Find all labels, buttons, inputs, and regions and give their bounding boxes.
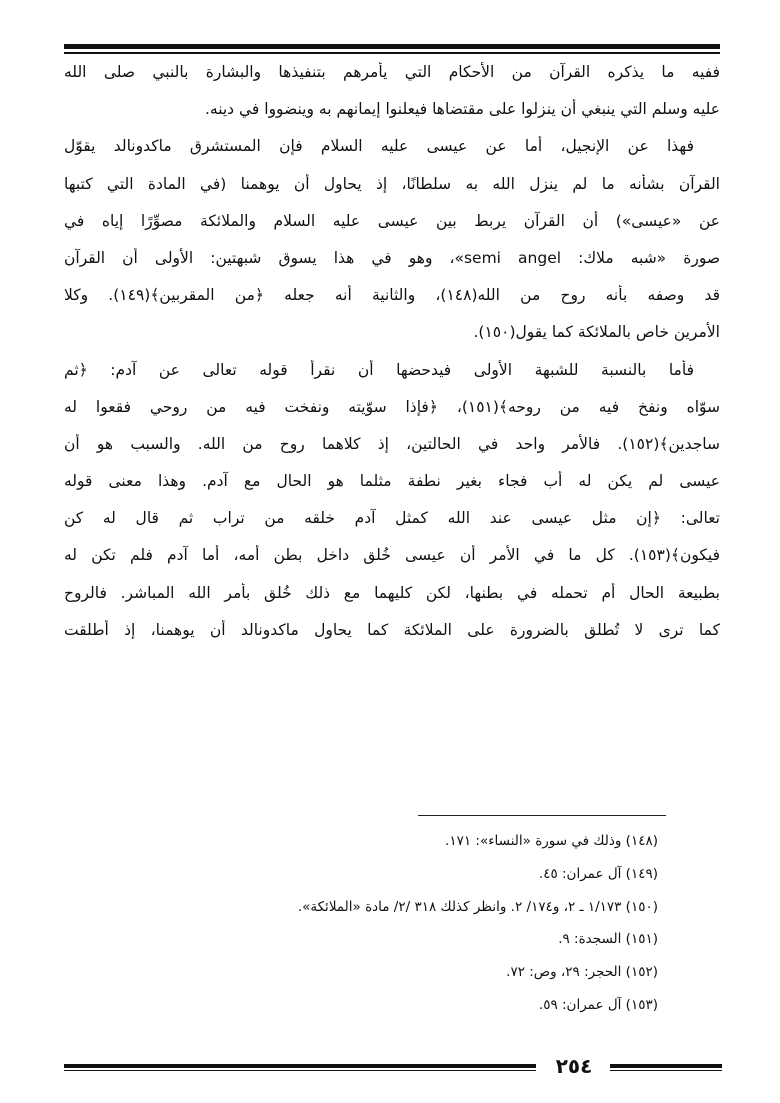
footnote: (١٥٢) الحجر: ٢٩، وص: ٧٢.	[506, 964, 658, 981]
footnote: (١٤٩) آل عمران: ٤٥.	[538, 865, 658, 882]
top-rule-thick	[64, 44, 720, 49]
footnote: (١٥١) السجدة: ٩.	[558, 931, 658, 948]
text-line: كما ترى لا تُطلق بالضرورة على الملائكة كما يحاول ماكدونالد أن يوهمنا، إذ أطلقت	[64, 620, 720, 639]
footnote: (١٥٠) ١/١٧٣ ـ ٢، و١٧٤/ ٢. وانظر كذلك ٣١٨ /٢/ مادة «الملائكة».	[297, 898, 658, 915]
text-line: ساجدين﴾(١٥٢). فالأمر واحد في الحالتين، إذ كلاهما روح من الله. والسبب هو أن	[64, 434, 720, 453]
text-line: فهذا عن الإنجيل، أما عن عيسى عليه السلام فإن المستشرق ماكدونالد يقوّل	[64, 137, 694, 156]
page-number: ٢٥٤	[555, 1054, 593, 1078]
bottom-rule-left-thin	[64, 1070, 536, 1071]
bottom-rule-right-thin	[610, 1070, 722, 1071]
text-line: بطبيعة الحال أم تحمله في بطنها، لكن كليهما مع ذلك خُلق بأمر الله المباشر. فالروح	[64, 583, 720, 602]
text-line: عن «عيسى») أن القرآن يربط بين عيسى عليه السلام والملائكة مصوِّرًا إياه في	[64, 211, 720, 230]
text-line: قد وصفه بأنه روح من الله(١٤٨)، والثانية أنه جعله ﴿من المقربين﴾(١٤٩). وكلا	[64, 286, 720, 305]
text-line: صورة «شبه ملاك: semi angel»، وهو في هذا يسوق شبهتين: الأولى أن القرآن	[64, 248, 720, 267]
footnote: (١٥٣) آل عمران: ٥٩.	[538, 996, 658, 1013]
bottom-rule-right	[610, 1064, 722, 1068]
text-line: تعالى: ﴿إن مثل عيسى عند الله كمثل آدم خلقه من تراب ثم قال له كن	[64, 509, 720, 528]
text-line: فأما بالنسبة للشبهة الأولى فيدحضها أن نقرأ قوله تعالى عن آدم: ﴿ثم	[64, 360, 694, 379]
footnote-separator	[418, 815, 666, 816]
text-line: فيكون﴾(١٥٣). كل ما في الأمر أن عيسى خُلق داخل بطن أمه، أما آدم فلم تكن له	[64, 546, 720, 565]
text-line: سوّاه ونفخ فيه من روحه﴾(١٥١)، ﴿فإذا سوّيته ونفخت فيه من روحي فقعوا له	[64, 397, 720, 416]
text-line: الأمرين خاص بالملائكة كما يقول(١٥٠).	[473, 323, 720, 342]
text-line: ففيه ما يذكره القرآن من الأحكام التي يأمرهم بتنفيذها والبشارة بالنبي صلى الله	[64, 63, 720, 81]
footnotes	[98, 832, 658, 1029]
main-text	[64, 62, 720, 657]
bottom-rule-left	[64, 1064, 536, 1068]
text-line: عيسى لم يكن له أب فجاء بغير نطفة مثلما هو الحال مع آدم. وهذا معنى قوله	[64, 472, 720, 491]
footnote: (١٤٨) وذلك في سورة «النساء»: ١٧١.	[445, 833, 658, 849]
text-line: عليه وسلم التي ينبغي أن ينزلوا على مقتضاها فيعلنوا إيمانهم به وينضووا في دينه.	[204, 100, 720, 119]
text-line: القرآن بشأنه ما لم ينزل الله به سلطانًا، إذ يحاول أن يوهمنا (في المادة التي كتبها	[64, 174, 720, 193]
top-rule-thin	[64, 52, 720, 54]
